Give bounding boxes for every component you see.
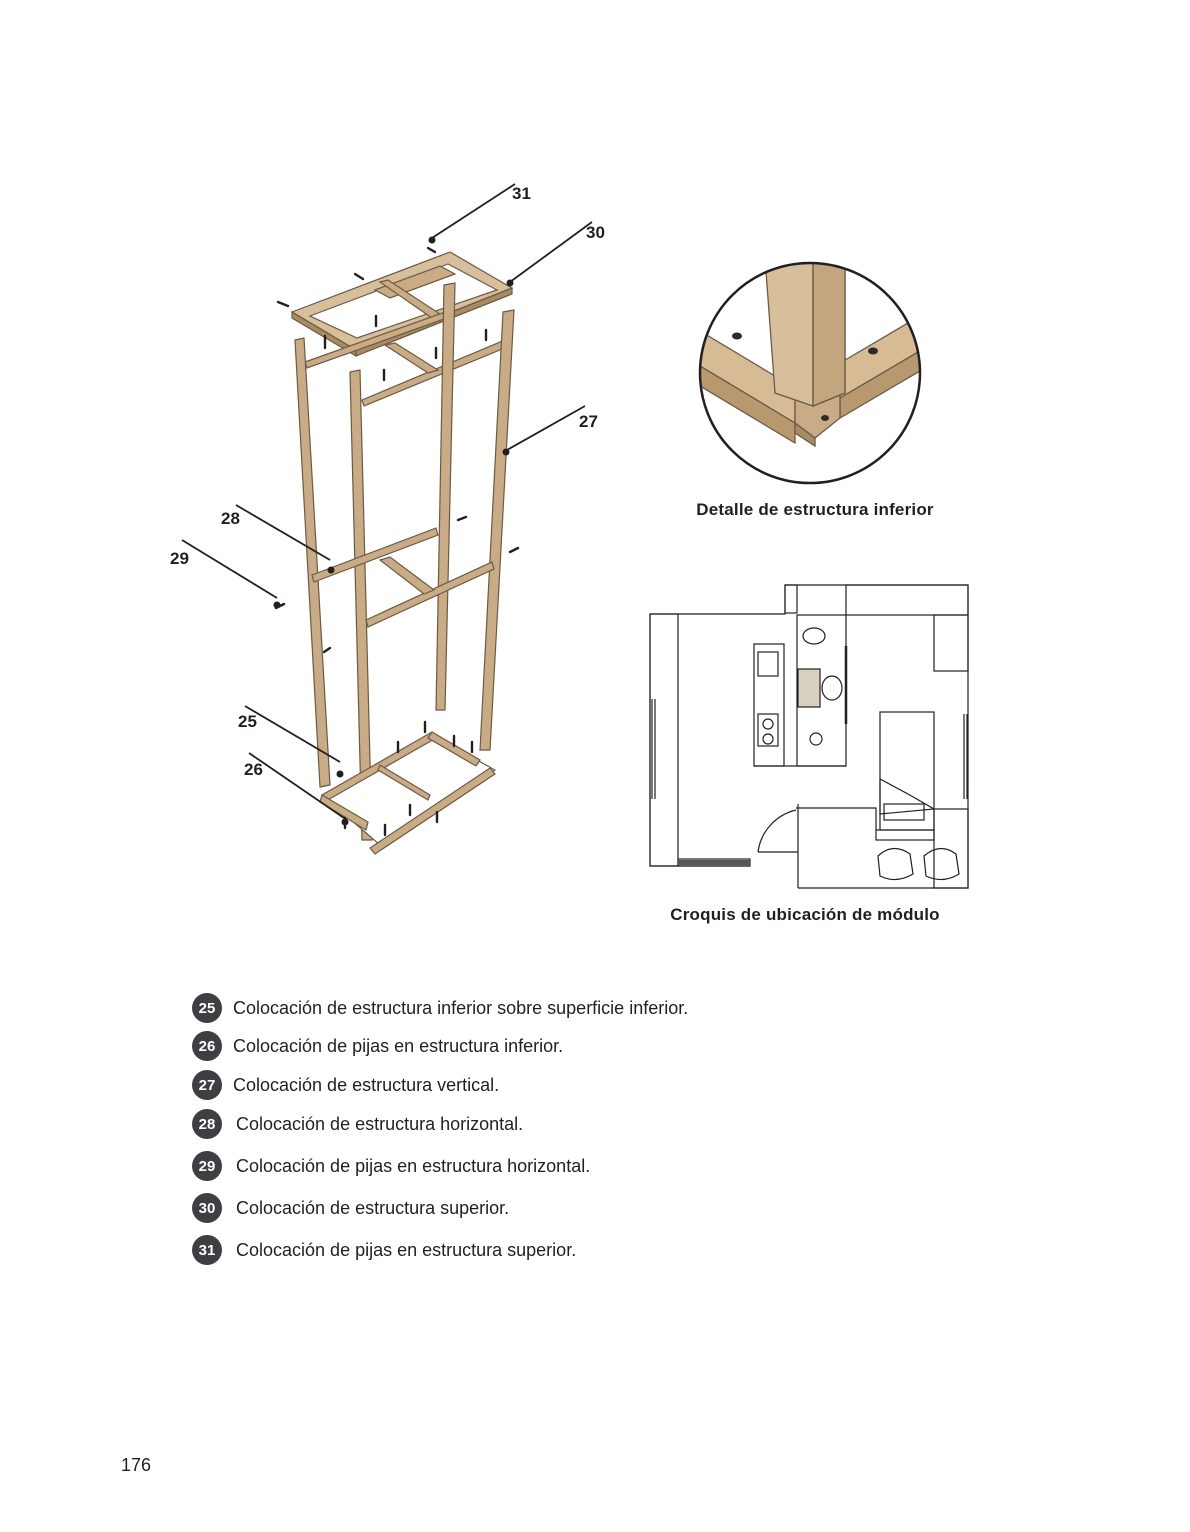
step-number-badge: 26: [192, 1031, 222, 1061]
joint-detail-illustration: [695, 258, 925, 488]
step-number-badge: 27: [192, 1070, 222, 1100]
step-number-badge: 25: [192, 993, 222, 1023]
list-item: [192, 1071, 499, 1099]
callout-28: 28: [221, 509, 240, 528]
list-item: [192, 994, 688, 1022]
step-number-badge: 30: [192, 1193, 222, 1223]
callout-31: 31: [512, 184, 531, 203]
step-text: Colocación de estructura horizontal.: [236, 1113, 524, 1134]
step-text: Colocación de estructura vertical.: [233, 1074, 500, 1095]
assembly-illustration: [160, 170, 640, 950]
detail-caption: Detalle de estructura inferior: [696, 500, 934, 519]
list-item: [192, 1032, 563, 1060]
callout-26: 26: [244, 760, 263, 779]
callout-30: 30: [586, 223, 605, 242]
page-number: 176: [121, 1455, 152, 1475]
step-number-badge: 31: [192, 1235, 222, 1265]
step-number-badge: 28: [192, 1109, 222, 1139]
list-item: [192, 1110, 523, 1138]
step-text: Colocación de pijas en estructura horizontal.: [236, 1155, 591, 1176]
step-text: Colocación de estructura inferior sobre superficie inferior.: [233, 997, 689, 1018]
sketch-caption: Croquis de ubicación de módulo: [670, 905, 940, 924]
step-text: Colocación de pijas en estructura inferior.: [233, 1035, 564, 1056]
list-item: [192, 1236, 576, 1264]
step-text: Colocación de estructura superior.: [236, 1197, 510, 1218]
callout-25: 25: [238, 712, 257, 731]
list-item: [192, 1194, 509, 1222]
callout-29: 29: [170, 549, 189, 568]
step-text: Colocación de pijas en estructura superior.: [236, 1239, 577, 1260]
floor-plan-sketch: [648, 584, 970, 890]
step-number-badge: 29: [192, 1151, 222, 1181]
callout-27: 27: [579, 412, 598, 431]
list-item: [192, 1152, 590, 1180]
